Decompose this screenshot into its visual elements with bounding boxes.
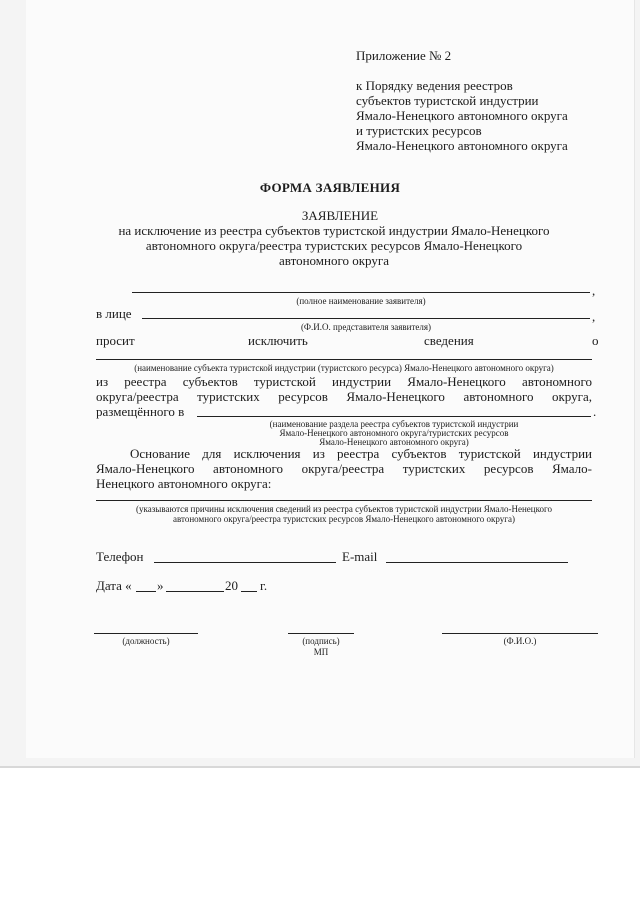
appendix-line-2: субъектов туристской индустрии — [356, 93, 539, 108]
document-page — [26, 0, 635, 758]
appendix-number: Приложение № 2 — [356, 48, 452, 63]
position-caption: (должность) — [122, 636, 170, 646]
signature-caption: (подпись) — [302, 636, 340, 646]
basis-line-2: Ямало-Ненецкого автономного округа/реестра туристских ресурсов Ямало- — [96, 461, 592, 476]
request-word-3: сведения — [424, 333, 474, 348]
applicant-caption: (полное наименование заявителя) — [296, 296, 426, 306]
representative-label: в лице — [96, 306, 132, 321]
applicant-name-field[interactable] — [132, 292, 590, 293]
statement-title: ЗАЯВЛЕНИЕ — [301, 208, 379, 223]
phone-label: Телефон — [96, 549, 144, 564]
email-field[interactable] — [386, 562, 568, 563]
request-word-2: исключить — [248, 333, 308, 348]
date-month-field[interactable] — [166, 591, 224, 592]
statement-subtitle-1: на исключение из реестра субъектов туристской индустрии Ямало-Ненецкого — [118, 223, 550, 238]
section-caption-3: Ямало-Ненецкого автономного округа) — [319, 437, 469, 447]
full-name-caption: (Ф.И.О.) — [503, 636, 537, 646]
request-body-3: размещённого в — [96, 404, 185, 419]
date-prefix: Дата « — [96, 578, 132, 593]
request-body-1: из реестра субъектов туристской индустрии Ямало-Ненецкого автономного — [96, 374, 592, 389]
stamp-label: МП — [313, 647, 329, 657]
basis-caption-2: автономного округа/реестра туристских ресурсов Ямало-Ненецкого автономного округа) — [173, 514, 515, 524]
representative-field[interactable] — [142, 318, 590, 319]
section-caption-2: Ямало-Ненецкого автономного округа/туристских ресурсов — [279, 428, 509, 438]
date-suffix: г. — [260, 578, 268, 593]
signature-field[interactable] — [288, 633, 354, 634]
phone-field[interactable] — [154, 562, 336, 563]
request-body-2: округа/реестра туристских ресурсов Ямало-Ненецкого автономного округа, — [96, 389, 592, 404]
request-word-4: о — [592, 333, 599, 348]
email-label: E-mail — [342, 549, 378, 564]
subject-caption: (наименование субъекта туристской индустрии (туристского ресурса) Ямало-Ненецкого автономного округа) — [134, 363, 554, 373]
statement-subtitle-3: автономного округа — [279, 253, 389, 268]
date-year-prefix: 20 — [225, 578, 238, 593]
basis-reason-field[interactable] — [96, 500, 592, 501]
date-year-field[interactable] — [241, 591, 257, 592]
basis-caption-1: (указываются причины исключения сведений из реестра субъектов туристской индустрии Ямало-Ненецкого — [136, 504, 552, 514]
representative-caption: (Ф.И.О. представителя заявителя) — [300, 322, 432, 332]
position-field[interactable] — [94, 633, 198, 634]
request-body-end: . — [593, 404, 597, 419]
basis-line-3: Ненецкого автономного округа: — [96, 476, 272, 491]
representative-comma: , — [592, 309, 596, 324]
appendix-line-5: Ямало-Ненецкого автономного округа — [356, 138, 568, 153]
appendix-line-4: и туристских ресурсов — [356, 123, 482, 138]
basis-line-1: Основание для исключения из реестра субъектов туристской индустрии — [130, 446, 592, 461]
appendix-line-3: Ямало-Ненецкого автономного округа — [356, 108, 568, 123]
section-caption-1: (наименование раздела реестра субъектов туристской индустрии — [269, 419, 519, 429]
statement-subtitle-2: автономного округа/реестра туристских ресурсов Ямало-Ненецкого — [145, 238, 523, 253]
subject-name-field[interactable] — [96, 359, 592, 360]
applicant-comma: , — [592, 283, 596, 298]
date-day-field[interactable] — [136, 591, 156, 592]
date-mid: » — [157, 578, 164, 593]
full-name-field[interactable] — [442, 633, 598, 634]
request-word-1: просит — [96, 333, 135, 348]
registry-section-field[interactable] — [197, 416, 591, 417]
form-title: ФОРМА ЗАЯВЛЕНИЯ — [259, 180, 401, 195]
appendix-line-1: к Порядку ведения реестров — [356, 78, 513, 93]
